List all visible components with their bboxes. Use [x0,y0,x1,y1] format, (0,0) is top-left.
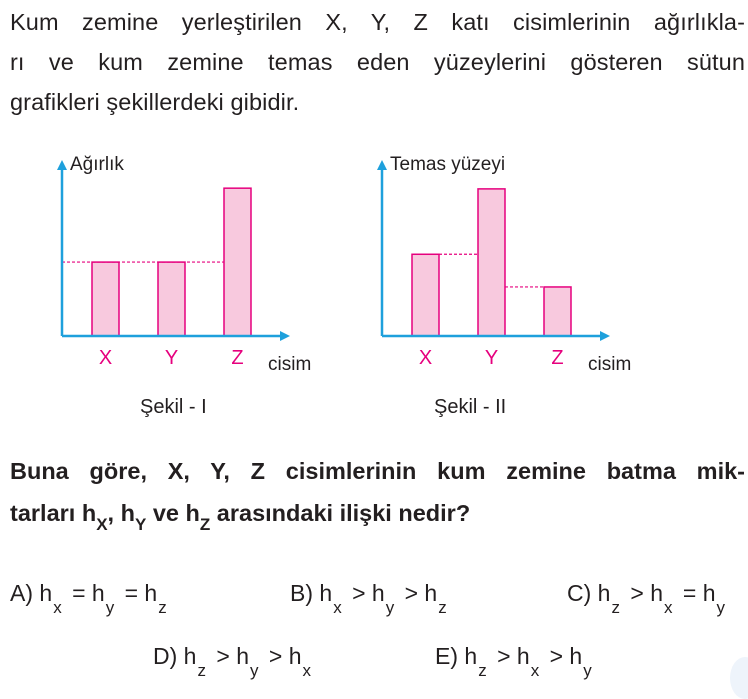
option-d[interactable] [153,641,315,680]
subscript-z: Z [199,515,211,534]
option-subscript: y [105,598,115,617]
category-label-z: Z [551,347,564,369]
option-subscript: y [716,598,725,617]
option-label: D) [153,643,184,669]
option-operator: = [65,580,92,606]
option-label: A) [10,580,40,606]
option-variable: h [464,643,478,669]
bar-x [412,254,439,336]
option-subscript: x [530,661,540,680]
option-subscript: z [438,598,447,617]
bar-z [544,287,571,336]
intro-paragraph [10,2,745,122]
option-a[interactable] [10,578,171,617]
option-subscript: x [53,598,62,617]
option-variable: h [650,580,663,606]
option-e[interactable] [435,641,596,680]
intro-line-3: grafikleri şekillerdeki gibidir. [10,89,300,115]
option-variable: h [183,643,197,669]
weight-bar-chart [0,148,330,388]
category-label-y: Y [164,347,179,369]
option-variable: h [144,580,158,606]
bar-y [158,262,185,336]
category-label-x: X [418,347,433,369]
question-text-part: , h [107,500,135,526]
question-line-1: Buna göre, X, Y, Z cisimlerinin kum zemine batma mik- [10,458,745,484]
option-variable: h [319,580,333,606]
option-variable: h [39,580,53,606]
question-text-part: arasındaki ilişki nedir? [210,500,471,526]
option-operator: > [398,580,425,606]
option-operator: > [543,643,570,669]
bar-x [92,262,119,336]
option-c[interactable] [567,578,729,617]
x-axis-label: cisim [268,354,312,375]
y-axis-label: Ağırlık [70,154,124,175]
option-variable: h [702,580,716,606]
option-variable: h [288,643,302,669]
question-text-part: tarları h [10,500,97,526]
option-subscript: y [385,598,395,617]
option-b[interactable] [290,578,451,617]
y-axis-label: Temas yüzeyi [390,154,506,175]
x-axis-arrow-icon [280,331,290,341]
option-variable: h [91,580,105,606]
option-variable: h [236,643,249,669]
bar-y [478,189,505,336]
intro-line-1: Kum zemine yerleştirilen X, Y, Z katı cisimlerinin ağırlıkla- [10,9,745,35]
option-subscript: x [333,598,342,617]
x-axis-label: cisim [588,354,632,375]
question-text [10,450,745,534]
option-subscript: x [663,598,673,617]
option-subscript: z [611,598,620,617]
intro-line-2: rı ve kum zemine temas eden yüzeylerini gösteren sütun [10,49,745,75]
option-subscript: z [478,661,487,680]
option-operator: > [345,580,372,606]
option-operator: = [676,580,703,606]
figure-caption-1: Şekil - I [140,396,207,418]
option-operator: > [623,580,651,606]
contact-area-bar-chart [320,148,650,388]
option-variable: h [371,580,385,606]
option-label: B) [290,580,320,606]
x-axis-arrow-icon [600,331,610,341]
option-label: C) [567,580,598,606]
option-subscript: z [158,598,167,617]
subscript-x: X [96,515,108,534]
question-text-part: ve h [146,500,200,526]
option-variable: h [569,643,583,669]
option-operator: > [262,643,289,669]
option-operator: = [118,580,145,606]
option-subscript: y [249,661,259,680]
option-label: E) [435,643,465,669]
decorative-corner [730,657,748,699]
option-variable: h [597,580,611,606]
option-subscript: x [302,661,311,680]
category-label-y: Y [484,347,499,369]
y-axis-arrow-icon [57,160,67,170]
option-variable: h [424,580,438,606]
y-axis-arrow-icon [377,160,387,170]
question-line-2 [10,492,745,534]
bar-z [224,188,251,336]
figure-caption-2: Şekil - II [434,396,507,418]
category-label-x: X [98,347,113,369]
option-operator: > [209,643,237,669]
option-variable: h [516,643,530,669]
option-operator: > [490,643,517,669]
category-label-z: Z [231,347,244,369]
option-subscript: z [197,661,206,680]
option-subscript: y [583,661,592,680]
subscript-y: Y [134,515,147,534]
